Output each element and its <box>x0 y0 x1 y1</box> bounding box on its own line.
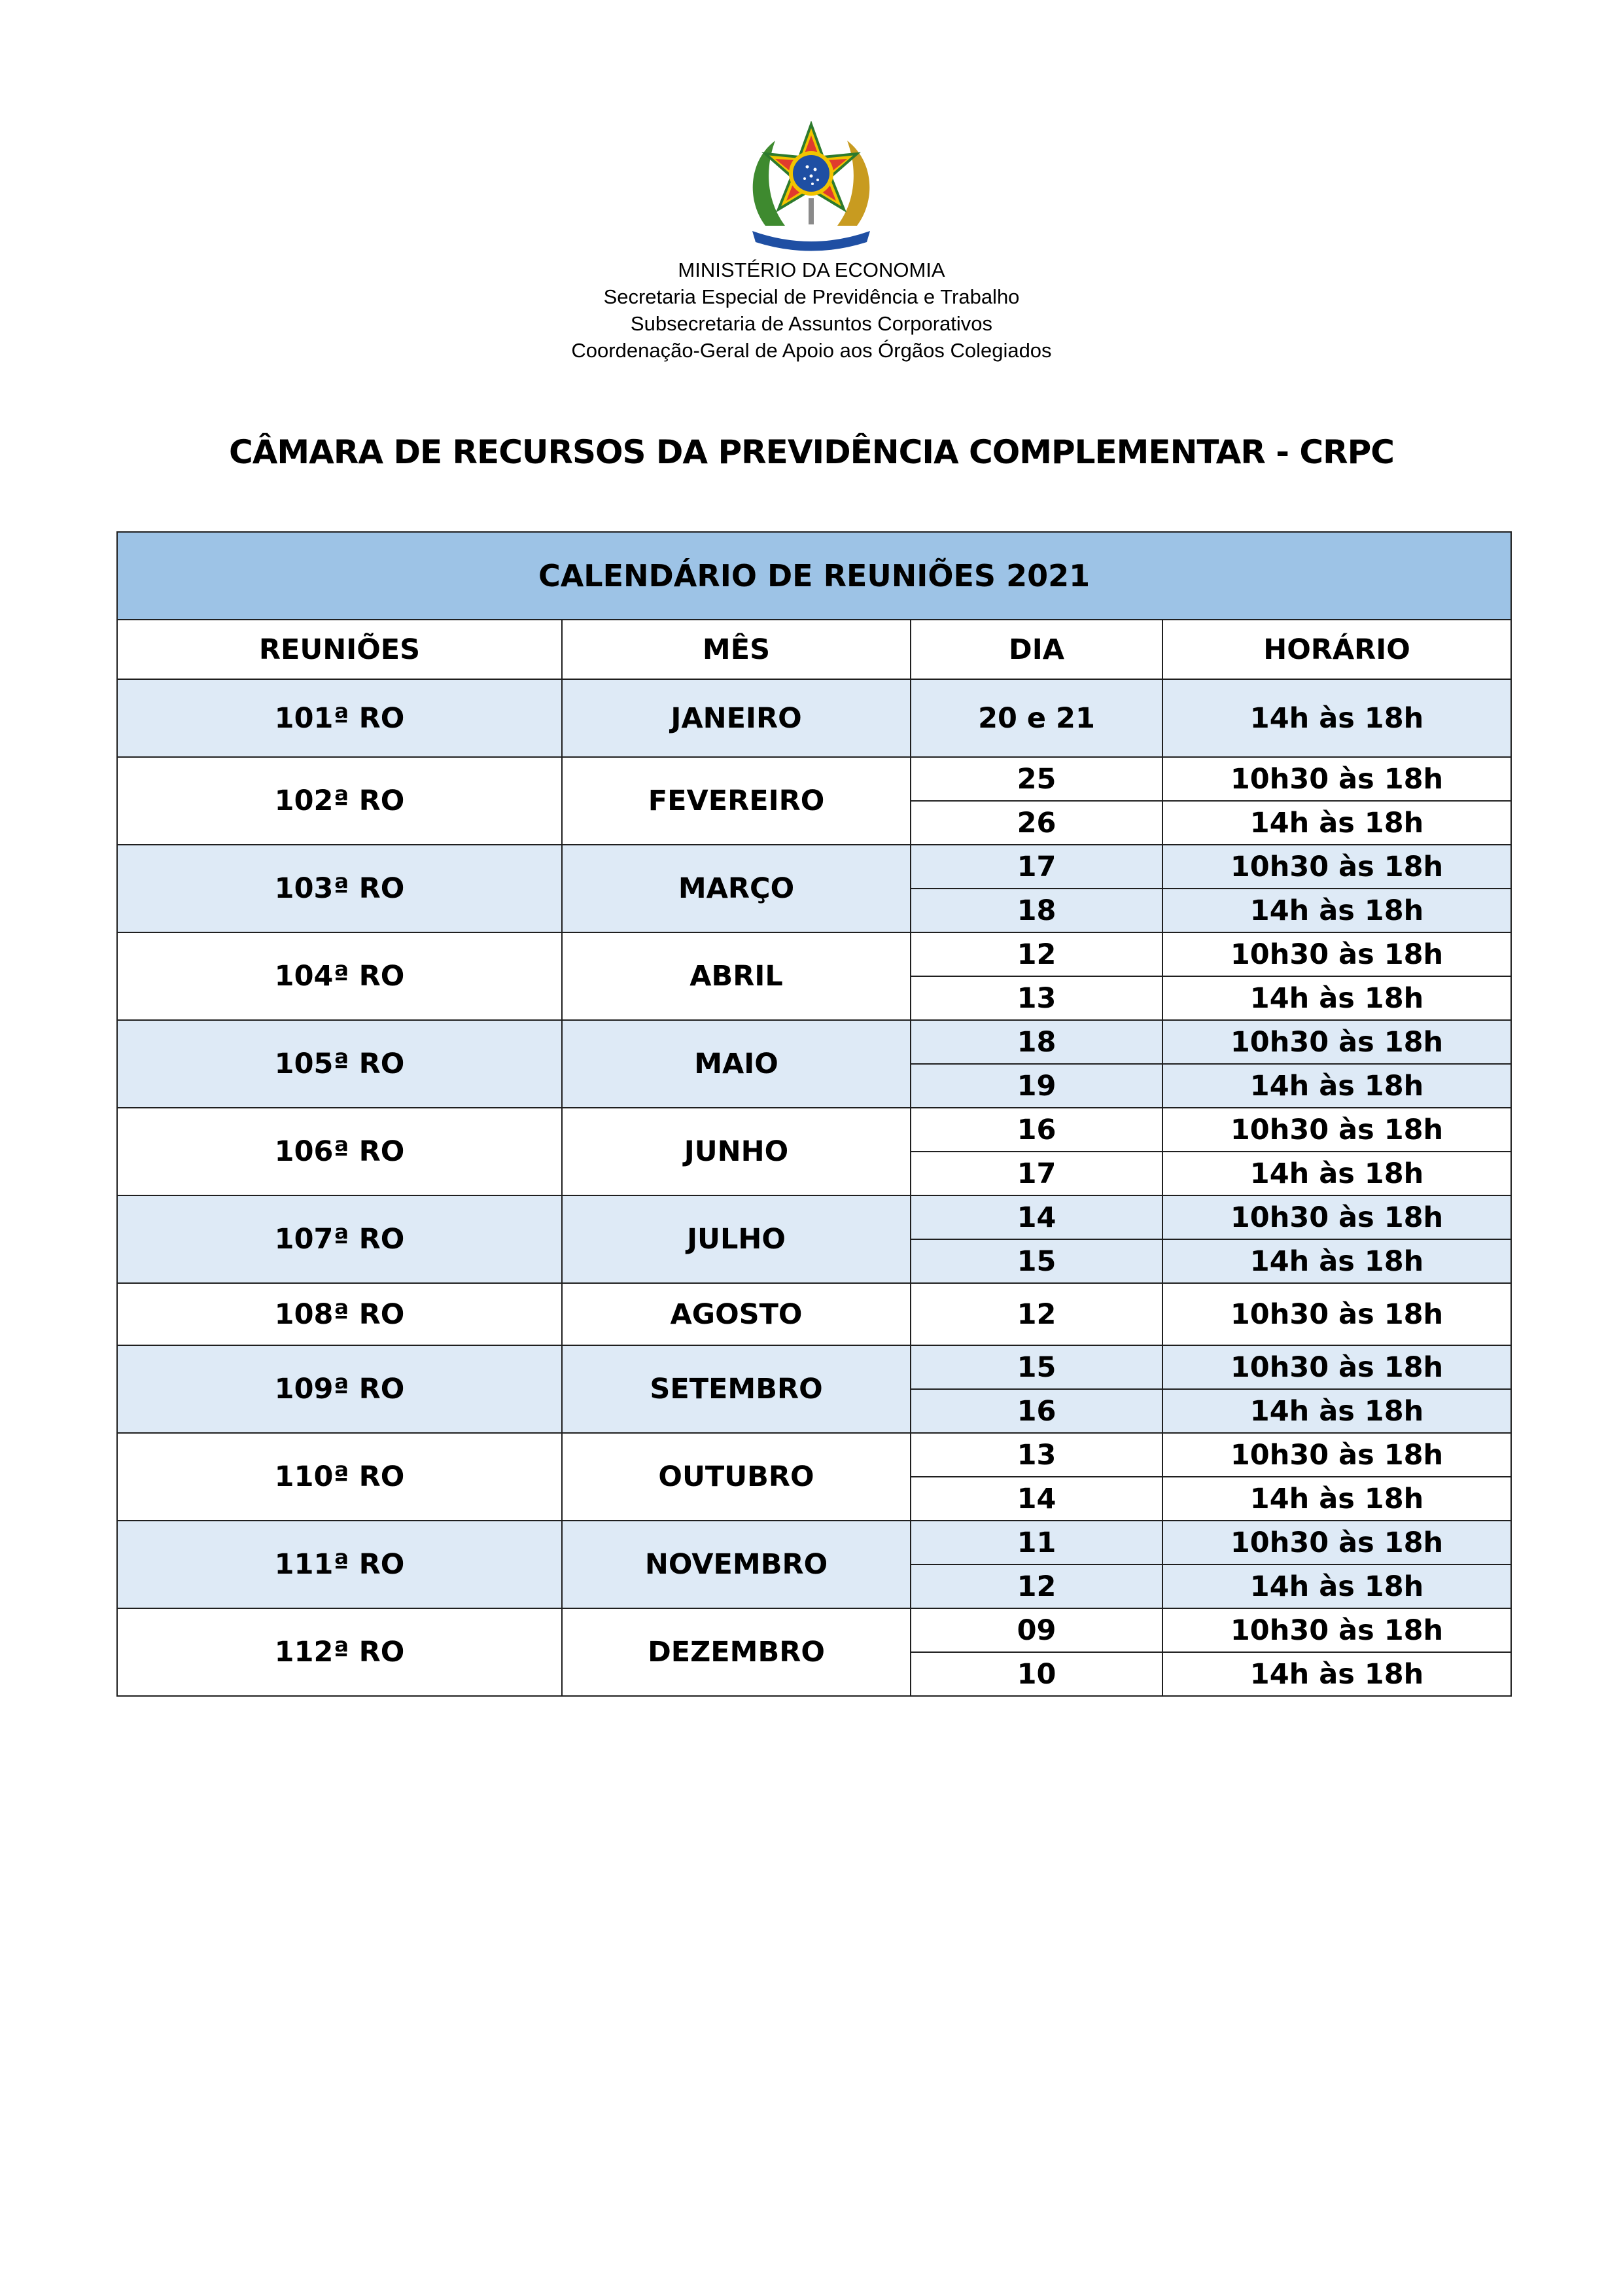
day-cell: 14 <box>911 1477 1162 1521</box>
day-cell: 25 <box>911 757 1162 801</box>
meeting-number-cell: 103ª RO <box>117 845 562 932</box>
meeting-number-cell: 101ª RO <box>117 679 562 757</box>
letterhead <box>0 256 1623 364</box>
time-cell: 14h às 18h <box>1162 1389 1511 1433</box>
time-cell: 14h às 18h <box>1162 889 1511 932</box>
time-cell: 14h às 18h <box>1162 976 1511 1020</box>
time-cell: 10h30 às 18h <box>1162 932 1511 976</box>
month-cell: NOVEMBRO <box>562 1521 911 1608</box>
time-cell: 14h às 18h <box>1162 679 1511 757</box>
day-cell: 19 <box>911 1064 1162 1108</box>
meeting-number-cell: 112ª RO <box>117 1608 562 1696</box>
day-cell: 14 <box>911 1195 1162 1239</box>
day-cell: 11 <box>911 1521 1162 1564</box>
time-cell: 14h às 18h <box>1162 1564 1511 1608</box>
month-cell: AGOSTO <box>562 1283 911 1345</box>
meeting-number-cell: 104ª RO <box>117 932 562 1020</box>
table-row <box>117 1020 1511 1064</box>
time-cell: 10h30 às 18h <box>1162 1521 1511 1564</box>
time-cell: 14h às 18h <box>1162 1477 1511 1521</box>
month-cell: ABRIL <box>562 932 911 1020</box>
month-cell: OUTUBRO <box>562 1433 911 1521</box>
month-cell: FEVEREIRO <box>562 757 911 845</box>
day-cell: 10 <box>911 1652 1162 1696</box>
page-title: CÂMARA DE RECURSOS DA PREVIDÊNCIA COMPLEMENTAR - CRPC <box>229 433 1394 471</box>
ministry-name: MINISTÉRIO DA ECONOMIA <box>678 258 945 281</box>
day-cell: 09 <box>911 1608 1162 1652</box>
meeting-number-cell: 102ª RO <box>117 757 562 845</box>
meeting-number-cell: 105ª RO <box>117 1020 562 1108</box>
table-row <box>117 679 1511 757</box>
meeting-number-cell: 111ª RO <box>117 1521 562 1608</box>
time-cell: 14h às 18h <box>1162 1064 1511 1108</box>
column-header-dia: DIA <box>911 620 1162 679</box>
secretariat-name: Secretaria Especial de Previdência e Trabalho <box>603 285 1020 308</box>
column-header-horario: HORÁRIO <box>1162 620 1511 679</box>
calendar-title: CALENDÁRIO DE REUNIÕES 2021 <box>117 532 1511 620</box>
meetings-calendar-table <box>116 531 1512 1697</box>
month-cell: DEZEMBRO <box>562 1608 911 1696</box>
day-cell: 16 <box>911 1108 1162 1152</box>
day-cell: 12 <box>911 932 1162 976</box>
table-row <box>117 1608 1511 1652</box>
day-cell: 13 <box>911 976 1162 1020</box>
table-row <box>117 1521 1511 1564</box>
day-cell: 13 <box>911 1433 1162 1477</box>
time-cell: 14h às 18h <box>1162 1152 1511 1195</box>
day-cell: 18 <box>911 1020 1162 1064</box>
meeting-number-cell: 108ª RO <box>117 1283 562 1345</box>
time-cell: 10h30 às 18h <box>1162 1345 1511 1389</box>
time-cell: 10h30 às 18h <box>1162 1433 1511 1477</box>
table-row <box>117 1108 1511 1152</box>
table-row <box>117 845 1511 889</box>
coat-of-arms-brazil-icon <box>739 121 883 252</box>
month-cell: MARÇO <box>562 845 911 932</box>
time-cell: 10h30 às 18h <box>1162 1608 1511 1652</box>
meeting-number-cell: 109ª RO <box>117 1345 562 1433</box>
coordination-name: Coordenação-Geral de Apoio aos Órgãos Colegiados <box>571 339 1052 362</box>
time-cell: 10h30 às 18h <box>1162 845 1511 889</box>
day-cell: 26 <box>911 801 1162 845</box>
subsecretariat-name: Subsecretaria de Assuntos Corporativos <box>630 312 993 335</box>
time-cell: 10h30 às 18h <box>1162 1283 1511 1345</box>
day-cell: 12 <box>911 1564 1162 1608</box>
month-cell: MAIO <box>562 1020 911 1108</box>
meeting-number-cell: 107ª RO <box>117 1195 562 1283</box>
time-cell: 14h às 18h <box>1162 1652 1511 1696</box>
table-row <box>117 1433 1511 1477</box>
table-row <box>117 932 1511 976</box>
day-cell: 15 <box>911 1345 1162 1389</box>
table-row <box>117 757 1511 801</box>
time-cell: 10h30 às 18h <box>1162 1195 1511 1239</box>
month-cell: JANEIRO <box>562 679 911 757</box>
table-header-row <box>117 620 1511 679</box>
month-cell: JUNHO <box>562 1108 911 1195</box>
table-row <box>117 1283 1511 1345</box>
day-cell: 20 e 21 <box>911 679 1162 757</box>
column-header-mes: MÊS <box>562 620 911 679</box>
day-cell: 17 <box>911 1152 1162 1195</box>
month-cell: SETEMBRO <box>562 1345 911 1433</box>
day-cell: 18 <box>911 889 1162 932</box>
time-cell: 10h30 às 18h <box>1162 1108 1511 1152</box>
table-row <box>117 1195 1511 1239</box>
time-cell: 14h às 18h <box>1162 801 1511 845</box>
time-cell: 10h30 às 18h <box>1162 1020 1511 1064</box>
day-cell: 17 <box>911 845 1162 889</box>
table-row <box>117 1345 1511 1389</box>
month-cell: JULHO <box>562 1195 911 1283</box>
time-cell: 10h30 às 18h <box>1162 757 1511 801</box>
column-header-reunioes: REUNIÕES <box>117 620 562 679</box>
meeting-number-cell: 110ª RO <box>117 1433 562 1521</box>
day-cell: 16 <box>911 1389 1162 1433</box>
meeting-number-cell: 106ª RO <box>117 1108 562 1195</box>
time-cell: 14h às 18h <box>1162 1239 1511 1283</box>
day-cell: 15 <box>911 1239 1162 1283</box>
day-cell: 12 <box>911 1283 1162 1345</box>
